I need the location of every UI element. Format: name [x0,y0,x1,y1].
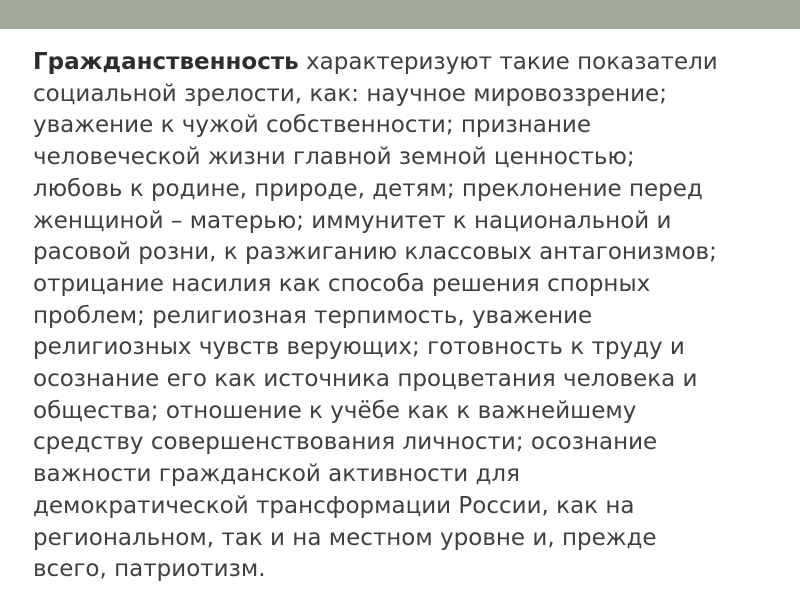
text-line-5: любовь к родине, природе, детям; преклонение перед [33,175,703,202]
text-line-15: демократической трансформации России, как на [33,492,635,519]
text-line-14: важности гражданской активности для [33,461,520,488]
text-line-1 [33,47,793,79]
lead-term: Гражданственность [33,49,299,75]
text-line-6: женщиной – матерью; иммунитет к национальной и [33,207,672,234]
text-line-12: общества; отношение к учёбе как к важнейшему [33,397,637,424]
text-line-2: социальной зрелости, как: научное мировоззрение; [33,80,667,107]
text-line-1-rest: характеризуют такие показатели [298,49,718,75]
text-line-16: региональном, так и на местном уровне и, прежде [33,524,657,551]
text-line-8: отрицание насилия как способа решения спорных [33,270,651,297]
text-line-11: осознание его как источника процветания человека и [33,366,698,393]
text-line-9: проблем; религиозная терпимость, уважение [33,302,593,329]
text-line-17: всего, патриотизм. [33,556,266,583]
text-line-7: расовой розни, к разжиганию классовых антагонизмов; [33,239,717,266]
text-line-13: средству совершенствования личности; осознание [33,429,658,456]
text-line-10: религиозных чувств верующих; готовность к труду и [33,334,685,361]
slide-body-text [33,47,793,586]
text-line-3: уважение к чужой собственности; признание [33,112,591,139]
text-line-4: человеческой жизни главной земной ценностью; [33,144,635,171]
header-accent-bar [0,0,800,29]
